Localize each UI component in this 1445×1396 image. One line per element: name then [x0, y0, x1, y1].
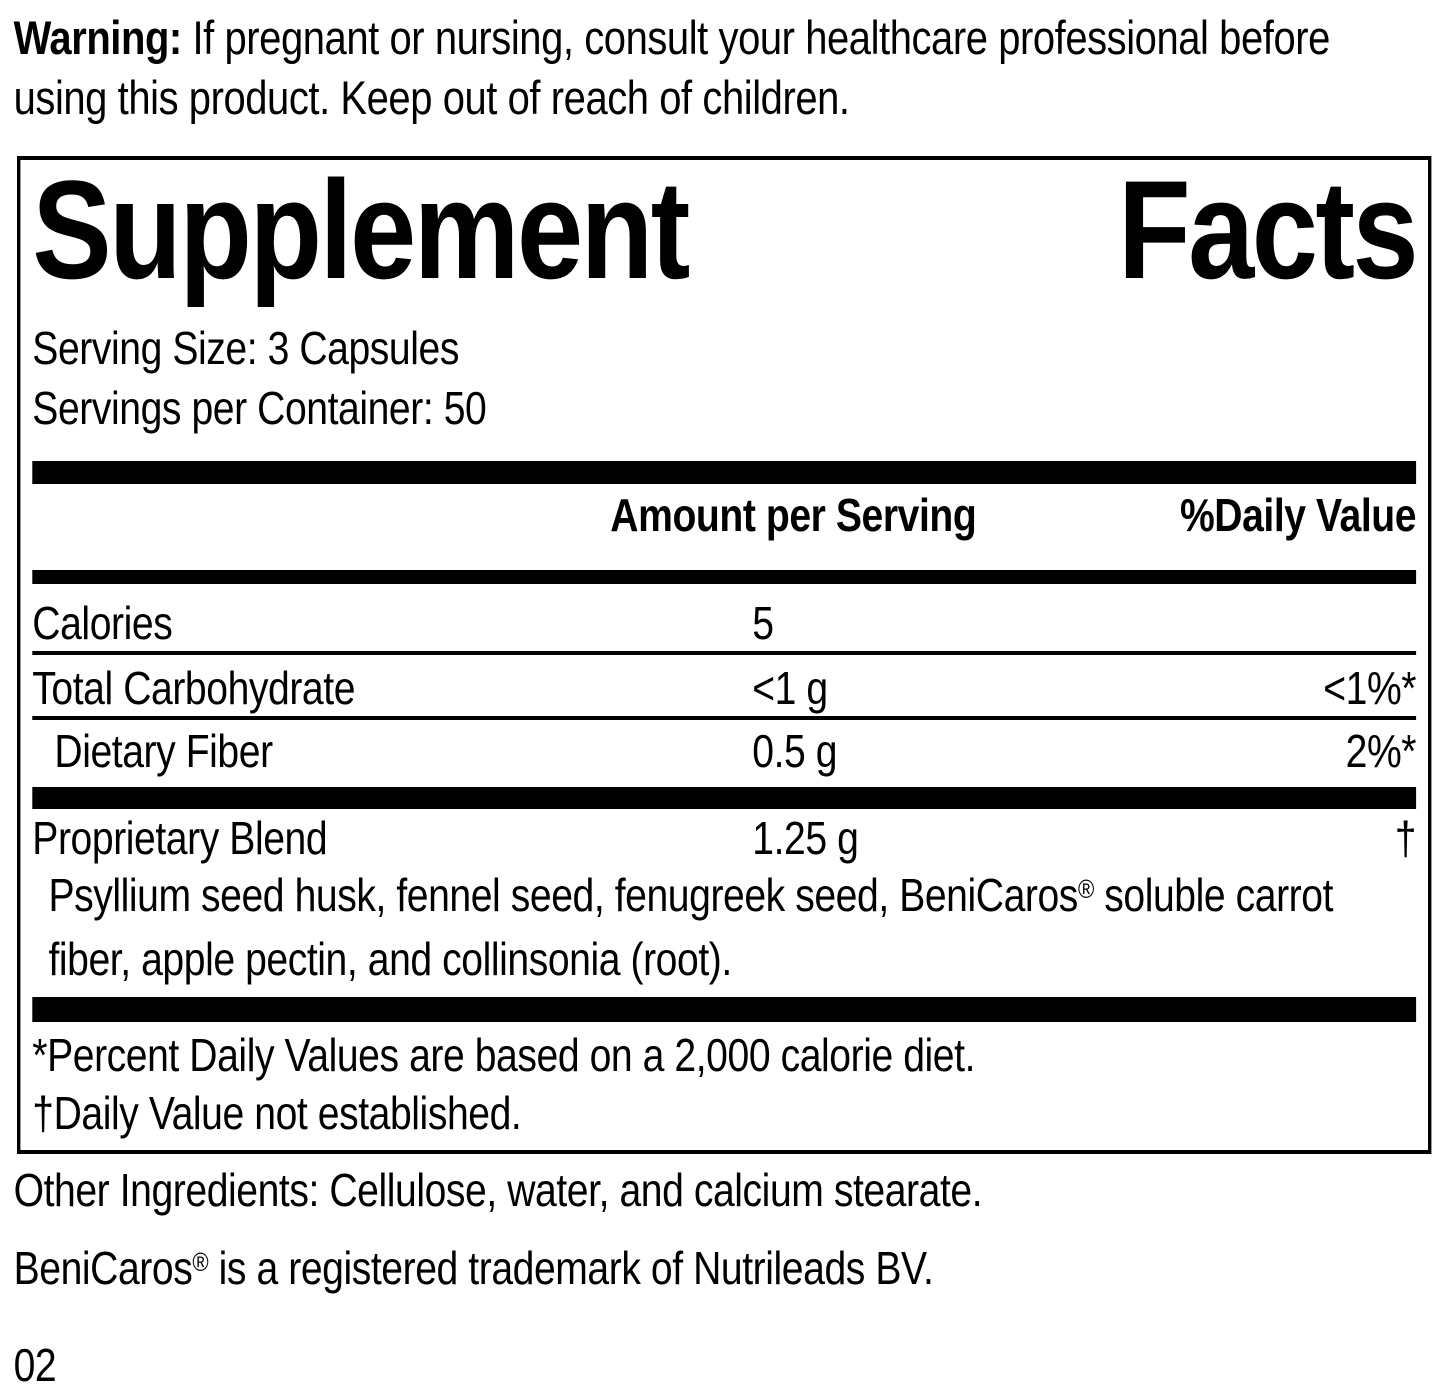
trademark-part2: is a registered trademark of Nutrileads BV.: [208, 1242, 934, 1294]
table-row-dietary-fiber: [32, 716, 1416, 779]
nutrient-name: Dietary Fiber: [54, 725, 273, 777]
nutrient-amount: 5: [752, 597, 774, 649]
blend-description-part1: Psyllium seed husk, fennel seed, fenugreek seed, BeniCaros: [48, 869, 1078, 921]
column-header-row: [32, 487, 1416, 543]
table-row-total-carbohydrate: [32, 651, 1416, 716]
proprietary-blend-description: [32, 867, 1395, 988]
warning-label: Warning:: [13, 11, 182, 64]
footnote-daily-value-not-established: †Daily Value not established.: [32, 1087, 522, 1139]
trademark-statement: [14, 1240, 1445, 1303]
footnote-percent-daily-values: *Percent Daily Values are based on a 2,000 calorie diet.: [32, 1029, 976, 1081]
blend-description-part2: soluble carrot fiber, apple pectin, and collinsonia (root).: [48, 869, 1334, 985]
table-row-proprietary-blend: [32, 809, 1416, 866]
supplement-facts-panel: [17, 151, 1431, 1154]
panel-title-word-facts: Facts: [1117, 151, 1417, 308]
warning-text: [0, 0, 1420, 128]
warning-body: If pregnant or nursing, consult your healthcare professional before using this product. Keep out of reach of children.: [13, 11, 1330, 124]
nutrient-name: Calories: [32, 597, 173, 649]
nutrient-daily-value: †: [1394, 812, 1417, 864]
amount-per-serving-header: Amount per Serving: [610, 489, 977, 541]
servings-per-container: Servings per Container: 50: [32, 382, 487, 434]
nutrient-daily-value: <1%*: [1323, 662, 1417, 714]
footer-code: 02: [13, 1339, 57, 1391]
trademark-part1: BeniCaros: [13, 1242, 193, 1294]
table-row-calories: [32, 584, 1416, 651]
nutrient-name: Proprietary Blend: [32, 812, 328, 864]
divider-bar-bottom: [32, 997, 1416, 1022]
divider-bar-top: [32, 461, 1416, 484]
panel-title-word-supplement: Supplement: [32, 151, 688, 308]
nutrient-daily-value: 2%*: [1345, 725, 1417, 777]
nutrient-amount: 0.5 g: [752, 725, 838, 777]
serving-size: Serving Size: 3 Capsules: [32, 322, 459, 374]
nutrient-amount: <1 g: [752, 662, 828, 714]
registered-trademark-symbol: ®: [1077, 874, 1094, 904]
panel-title: [32, 151, 1417, 308]
divider-bar-header: [32, 570, 1416, 584]
registered-trademark-symbol: ®: [192, 1247, 209, 1277]
divider-bar-mid: [32, 787, 1416, 809]
nutrient-amount: 1.25 g: [752, 812, 859, 864]
other-ingredients: Other Ingredients: Cellulose, water, and calcium stearate.: [13, 1164, 983, 1216]
daily-value-header: %Daily Value: [1179, 489, 1417, 541]
nutrient-name: Total Carbohydrate: [32, 662, 356, 714]
